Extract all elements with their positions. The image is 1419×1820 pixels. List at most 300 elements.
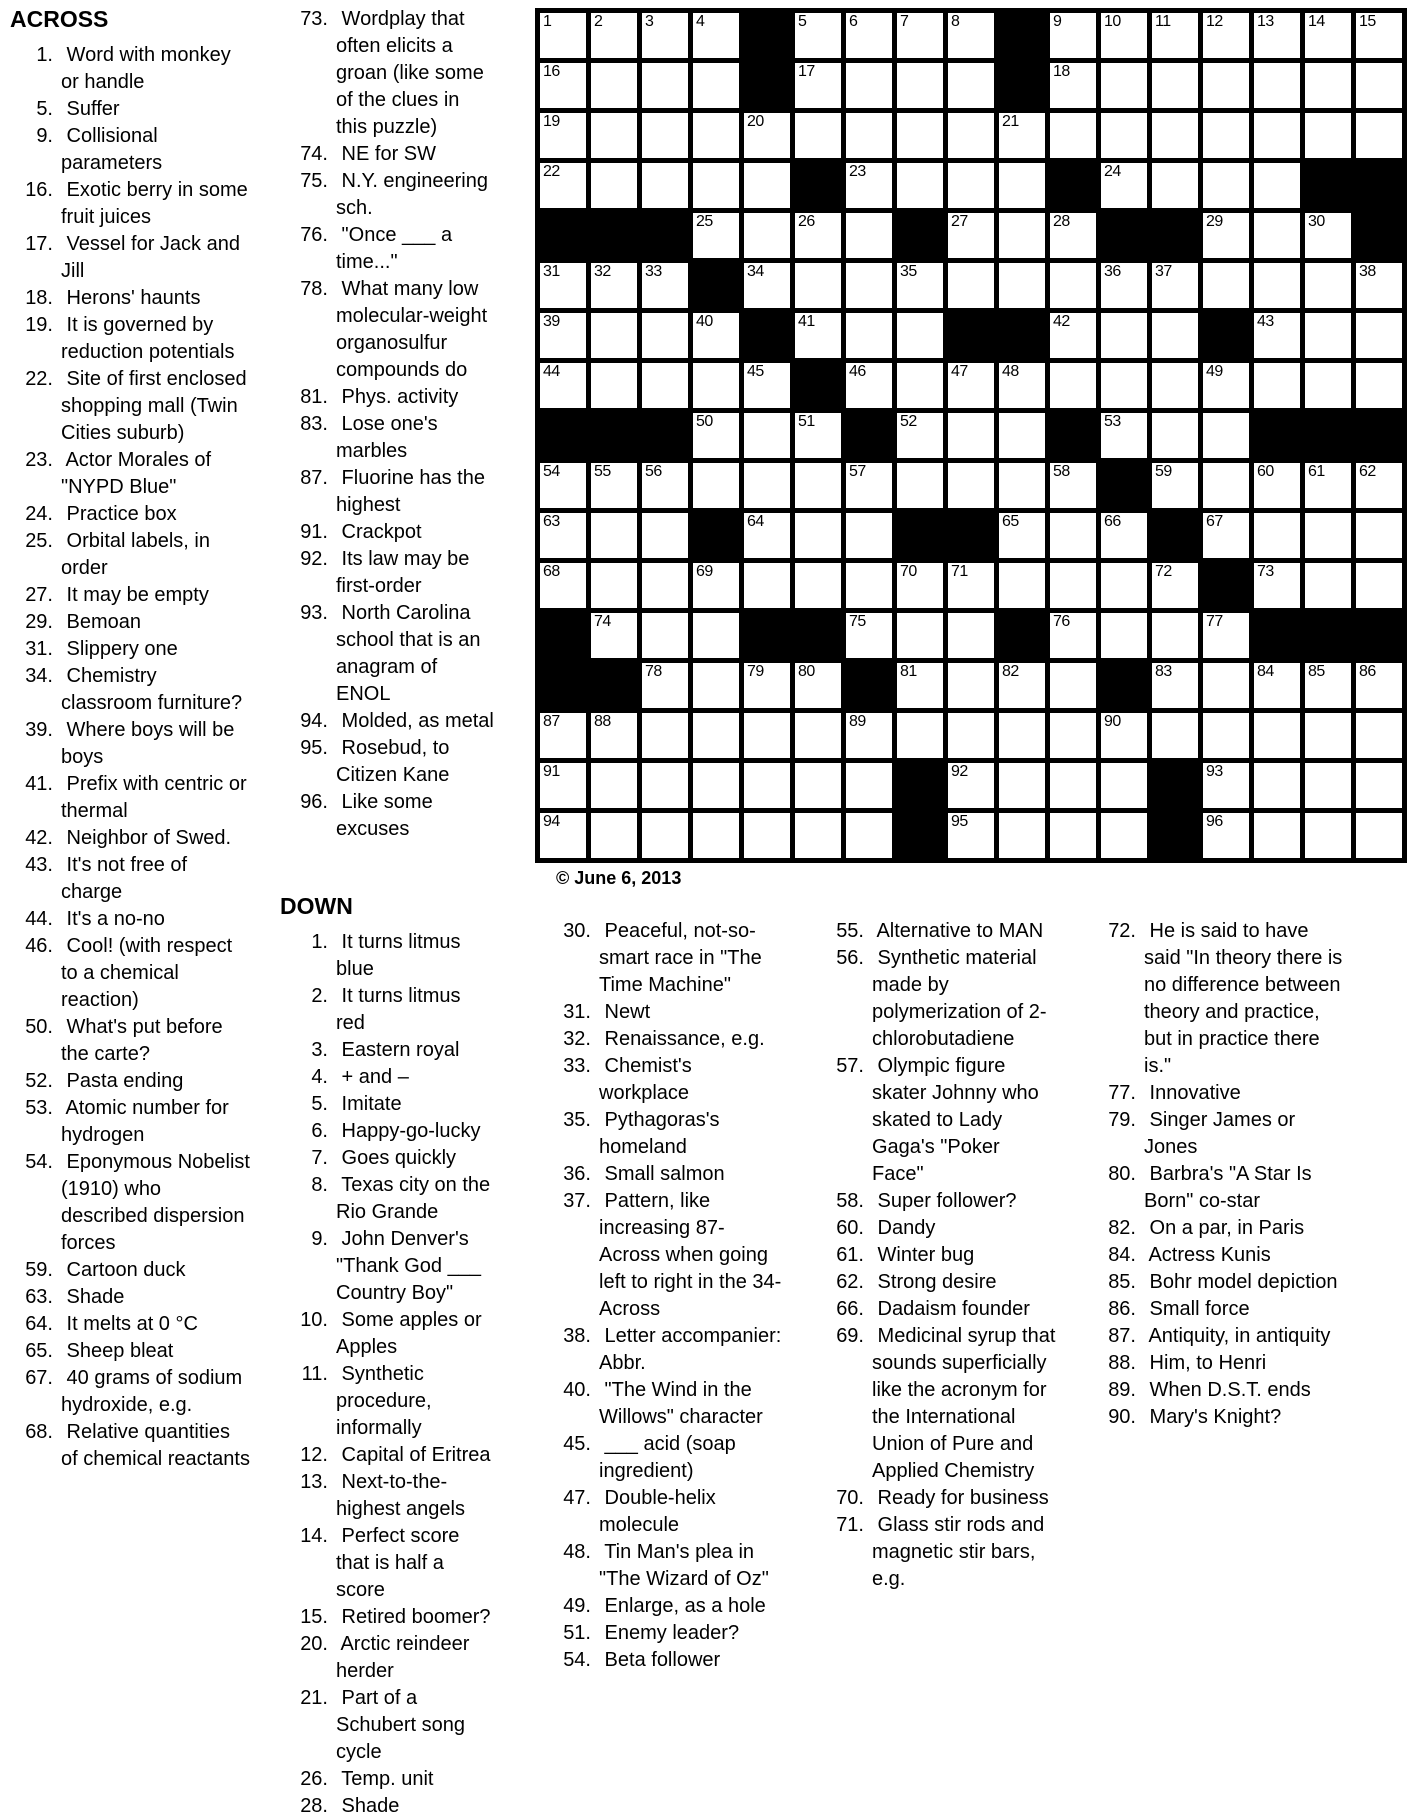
grid-cell[interactable] bbox=[897, 313, 943, 358]
grid-cell[interactable] bbox=[1050, 13, 1096, 58]
grid-cell[interactable] bbox=[1152, 313, 1198, 358]
grid-cell[interactable] bbox=[1152, 713, 1198, 758]
grid-cell[interactable] bbox=[897, 563, 943, 608]
clue-13 bbox=[250, 1469, 494, 1523]
cell-number: 37 bbox=[1155, 263, 1172, 280]
grid-cell[interactable] bbox=[1356, 463, 1402, 508]
grid-cell[interactable] bbox=[1254, 363, 1300, 408]
grid-cell[interactable] bbox=[642, 463, 688, 508]
grid-cell[interactable] bbox=[795, 563, 841, 608]
grid-cell[interactable] bbox=[744, 663, 790, 708]
grid-cell[interactable] bbox=[846, 313, 892, 358]
grid-cell[interactable] bbox=[1356, 813, 1402, 858]
grid-cell[interactable] bbox=[642, 313, 688, 358]
grid-cell[interactable] bbox=[1305, 363, 1351, 408]
grid-cell[interactable] bbox=[846, 813, 892, 858]
grid-cell[interactable] bbox=[642, 113, 688, 158]
grid-cell[interactable] bbox=[1203, 213, 1249, 258]
clue-number: 46. bbox=[25, 935, 53, 957]
grid-cell[interactable] bbox=[1305, 713, 1351, 758]
grid-cell[interactable] bbox=[948, 613, 994, 658]
grid-cell[interactable] bbox=[999, 713, 1045, 758]
grid-cell[interactable] bbox=[540, 313, 586, 358]
cell-number: 53 bbox=[1104, 413, 1121, 430]
grid-cell[interactable] bbox=[1356, 113, 1402, 158]
grid-cell[interactable] bbox=[1101, 63, 1147, 108]
grid-cell[interactable] bbox=[846, 463, 892, 508]
grid-cell[interactable] bbox=[1254, 263, 1300, 308]
grid-cell[interactable] bbox=[948, 763, 994, 808]
clue-59 bbox=[8, 1257, 250, 1284]
grid-cell[interactable] bbox=[642, 363, 688, 408]
grid-cell[interactable] bbox=[642, 513, 688, 558]
grid-cell[interactable] bbox=[693, 113, 739, 158]
grid-cell[interactable] bbox=[1101, 713, 1147, 758]
grid-cell[interactable] bbox=[1356, 363, 1402, 408]
grid-cell[interactable] bbox=[693, 463, 739, 508]
clue-5 bbox=[250, 1091, 494, 1118]
grid-cell[interactable] bbox=[591, 813, 637, 858]
grid-cell[interactable] bbox=[1254, 813, 1300, 858]
grid-cell[interactable] bbox=[693, 713, 739, 758]
grid-cell[interactable] bbox=[948, 813, 994, 858]
grid-cell[interactable] bbox=[591, 163, 637, 208]
clue-text: Beta follower bbox=[599, 1649, 721, 1671]
grid-cell[interactable] bbox=[1203, 463, 1249, 508]
grid-cell[interactable] bbox=[897, 63, 943, 108]
clue-31 bbox=[549, 999, 783, 1026]
grid-cell[interactable] bbox=[693, 313, 739, 358]
grid-cell[interactable] bbox=[948, 563, 994, 608]
grid-cell[interactable] bbox=[948, 463, 994, 508]
grid-cell[interactable] bbox=[744, 113, 790, 158]
grid-cell[interactable] bbox=[846, 713, 892, 758]
grid-cell[interactable] bbox=[1101, 513, 1147, 558]
grid-cell[interactable] bbox=[1305, 513, 1351, 558]
grid-cell[interactable] bbox=[1254, 13, 1300, 58]
cell-number: 18 bbox=[1053, 63, 1070, 80]
grid-cell[interactable] bbox=[795, 113, 841, 158]
grid-cell[interactable] bbox=[795, 763, 841, 808]
grid-cell[interactable] bbox=[591, 613, 637, 658]
grid-cell[interactable] bbox=[1356, 563, 1402, 608]
grid-cell[interactable] bbox=[795, 63, 841, 108]
clue-text: Exotic berry in some fruit juices bbox=[61, 179, 248, 228]
grid-cell[interactable] bbox=[1050, 813, 1096, 858]
grid-cell[interactable] bbox=[1203, 513, 1249, 558]
clue-text: Arctic reindeer herder bbox=[336, 1633, 470, 1682]
grid-cell[interactable] bbox=[999, 213, 1045, 258]
grid-cell[interactable] bbox=[744, 563, 790, 608]
copyright: © June 6, 2013 bbox=[556, 868, 682, 888]
clue-text: ___ acid (soap ingredient) bbox=[599, 1433, 736, 1482]
grid-cell[interactable] bbox=[1254, 513, 1300, 558]
grid-cell[interactable] bbox=[1203, 13, 1249, 58]
clue-80 bbox=[1094, 1161, 1346, 1215]
clue-32 bbox=[549, 1026, 783, 1053]
grid-cell[interactable] bbox=[948, 163, 994, 208]
grid-cell[interactable] bbox=[1050, 313, 1096, 358]
grid-cell[interactable] bbox=[1152, 463, 1198, 508]
cell-number: 91 bbox=[543, 763, 560, 780]
grid-cell[interactable] bbox=[1254, 663, 1300, 708]
grid-cell[interactable] bbox=[591, 113, 637, 158]
grid-cell[interactable] bbox=[1254, 763, 1300, 808]
grid-cell[interactable] bbox=[1254, 563, 1300, 608]
grid-cell[interactable] bbox=[795, 663, 841, 708]
grid-cell[interactable] bbox=[999, 513, 1045, 558]
grid-cell[interactable] bbox=[948, 413, 994, 458]
cell-number: 66 bbox=[1104, 513, 1121, 530]
grid-cell[interactable] bbox=[795, 263, 841, 308]
grid-cell-black bbox=[1305, 413, 1351, 458]
grid-cell[interactable] bbox=[999, 263, 1045, 308]
grid-cell[interactable] bbox=[1203, 163, 1249, 208]
clue-number: 61. bbox=[836, 1244, 864, 1266]
grid-cell[interactable] bbox=[846, 213, 892, 258]
grid-cell[interactable] bbox=[1203, 263, 1249, 308]
cell-number: 43 bbox=[1257, 313, 1274, 330]
grid-cell[interactable] bbox=[1101, 563, 1147, 608]
grid-cell[interactable] bbox=[540, 263, 586, 308]
grid-cell[interactable] bbox=[948, 113, 994, 158]
grid-cell[interactable] bbox=[1305, 63, 1351, 108]
grid-cell[interactable] bbox=[642, 663, 688, 708]
grid-cell[interactable] bbox=[1050, 363, 1096, 408]
grid-cell[interactable] bbox=[1305, 663, 1351, 708]
grid-cell[interactable] bbox=[540, 363, 586, 408]
grid-cell[interactable] bbox=[744, 713, 790, 758]
grid-cell[interactable] bbox=[591, 263, 637, 308]
grid-cell[interactable] bbox=[744, 463, 790, 508]
grid-cell[interactable] bbox=[642, 13, 688, 58]
grid-cell[interactable] bbox=[1254, 713, 1300, 758]
grid-cell-black bbox=[693, 263, 739, 308]
grid-cell[interactable] bbox=[591, 363, 637, 408]
grid-cell[interactable] bbox=[795, 463, 841, 508]
grid-cell[interactable] bbox=[1305, 13, 1351, 58]
grid-cell[interactable] bbox=[693, 663, 739, 708]
grid-cell[interactable] bbox=[1152, 13, 1198, 58]
grid-cell[interactable] bbox=[795, 713, 841, 758]
grid-cell[interactable] bbox=[948, 13, 994, 58]
grid-cell-black bbox=[744, 313, 790, 358]
grid-cell[interactable] bbox=[948, 63, 994, 108]
grid-cell[interactable] bbox=[642, 63, 688, 108]
grid-cell[interactable] bbox=[999, 463, 1045, 508]
grid-cell[interactable] bbox=[948, 263, 994, 308]
clue-number: 76. bbox=[300, 224, 328, 246]
grid-cell[interactable] bbox=[897, 613, 943, 658]
grid-cell[interactable] bbox=[540, 13, 586, 58]
grid-cell[interactable] bbox=[1101, 413, 1147, 458]
grid-cell[interactable] bbox=[744, 813, 790, 858]
grid-cell[interactable] bbox=[591, 713, 637, 758]
grid-cell[interactable] bbox=[1050, 463, 1096, 508]
grid-cell[interactable] bbox=[1203, 63, 1249, 108]
grid-cell[interactable] bbox=[1101, 763, 1147, 808]
grid-cell[interactable] bbox=[1356, 63, 1402, 108]
grid-cell[interactable] bbox=[948, 213, 994, 258]
grid-cell[interactable] bbox=[642, 263, 688, 308]
grid-cell-black bbox=[744, 13, 790, 58]
grid-cell[interactable] bbox=[795, 413, 841, 458]
grid-cell[interactable] bbox=[999, 663, 1045, 708]
grid-cell[interactable] bbox=[642, 163, 688, 208]
grid-cell[interactable] bbox=[1305, 463, 1351, 508]
grid-cell[interactable] bbox=[897, 263, 943, 308]
grid-cell[interactable] bbox=[846, 263, 892, 308]
grid-cell[interactable] bbox=[1203, 713, 1249, 758]
grid-cell[interactable] bbox=[540, 813, 586, 858]
grid-cell[interactable] bbox=[1356, 763, 1402, 808]
grid-cell[interactable] bbox=[1050, 513, 1096, 558]
grid-cell[interactable] bbox=[1050, 613, 1096, 658]
grid-cell[interactable] bbox=[1305, 763, 1351, 808]
grid-cell[interactable] bbox=[1356, 663, 1402, 708]
clue-text: Perfect score that is half a score bbox=[336, 1525, 460, 1601]
grid-cell[interactable] bbox=[591, 13, 637, 58]
grid-cell[interactable] bbox=[744, 163, 790, 208]
grid-cell[interactable] bbox=[693, 63, 739, 108]
grid-cell[interactable] bbox=[1152, 63, 1198, 108]
grid-cell[interactable] bbox=[693, 413, 739, 458]
grid-cell[interactable] bbox=[846, 763, 892, 808]
grid-cell[interactable] bbox=[1152, 663, 1198, 708]
grid-cell[interactable] bbox=[999, 413, 1045, 458]
clue-47 bbox=[549, 1485, 783, 1539]
clue-text: Vessel for Jack and Jill bbox=[61, 233, 240, 282]
grid-cell[interactable] bbox=[1203, 613, 1249, 658]
grid-cell[interactable] bbox=[1305, 113, 1351, 158]
grid-cell[interactable] bbox=[693, 13, 739, 58]
clue-number: 82. bbox=[1108, 1217, 1136, 1239]
grid-cell[interactable] bbox=[1203, 663, 1249, 708]
clue-6 bbox=[250, 1118, 494, 1145]
grid-cell[interactable] bbox=[999, 563, 1045, 608]
grid-cell[interactable] bbox=[1356, 263, 1402, 308]
grid-cell[interactable] bbox=[1050, 113, 1096, 158]
grid-cell[interactable] bbox=[897, 13, 943, 58]
clue-text: Part of a Schubert song cycle bbox=[336, 1687, 465, 1763]
clue-76 bbox=[250, 222, 494, 276]
grid-cell[interactable] bbox=[948, 363, 994, 408]
grid-cell[interactable] bbox=[1101, 313, 1147, 358]
grid-cell[interactable] bbox=[1254, 113, 1300, 158]
grid-cell[interactable] bbox=[1152, 163, 1198, 208]
grid-cell[interactable] bbox=[1050, 713, 1096, 758]
grid-cell[interactable] bbox=[1203, 813, 1249, 858]
grid-cell[interactable] bbox=[1305, 263, 1351, 308]
clue-text: Capital of Eritrea bbox=[336, 1444, 491, 1466]
grid-cell[interactable] bbox=[846, 563, 892, 608]
grid-cell[interactable] bbox=[1203, 113, 1249, 158]
grid-cell[interactable] bbox=[897, 663, 943, 708]
cell-number: 11 bbox=[1155, 13, 1171, 30]
grid-cell[interactable] bbox=[1356, 13, 1402, 58]
grid-cell[interactable] bbox=[1050, 63, 1096, 108]
grid-cell[interactable] bbox=[846, 363, 892, 408]
grid-cell[interactable] bbox=[999, 113, 1045, 158]
clue-text: "The Wind in the Willows" character bbox=[599, 1379, 763, 1428]
grid-cell[interactable] bbox=[1356, 313, 1402, 358]
grid-cell[interactable] bbox=[795, 513, 841, 558]
grid-cell[interactable] bbox=[1203, 363, 1249, 408]
grid-cell[interactable] bbox=[693, 763, 739, 808]
clue-number: 89. bbox=[1108, 1379, 1136, 1401]
grid-cell[interactable] bbox=[1101, 613, 1147, 658]
grid-cell[interactable] bbox=[897, 713, 943, 758]
grid-cell-black bbox=[1356, 413, 1402, 458]
down-clue-list-continued bbox=[1094, 918, 1346, 1431]
grid-cell[interactable] bbox=[999, 813, 1045, 858]
grid-cell[interactable] bbox=[540, 513, 586, 558]
grid-cell[interactable] bbox=[1101, 263, 1147, 308]
grid-cell[interactable] bbox=[642, 563, 688, 608]
grid-cell[interactable] bbox=[1203, 763, 1249, 808]
clue-9 bbox=[250, 1226, 494, 1307]
grid-cell[interactable] bbox=[1152, 413, 1198, 458]
grid-cell[interactable] bbox=[540, 463, 586, 508]
grid-cell[interactable] bbox=[693, 813, 739, 858]
grid-cell[interactable] bbox=[1356, 713, 1402, 758]
grid-cell[interactable] bbox=[540, 713, 586, 758]
grid-cell[interactable] bbox=[1254, 463, 1300, 508]
grid-cell[interactable] bbox=[1152, 613, 1198, 658]
grid-cell-black bbox=[1254, 613, 1300, 658]
grid-cell[interactable] bbox=[591, 563, 637, 608]
grid-cell[interactable] bbox=[642, 813, 688, 858]
clue-88 bbox=[1094, 1350, 1346, 1377]
grid-cell[interactable] bbox=[744, 413, 790, 458]
grid-cell[interactable] bbox=[1101, 163, 1147, 208]
clue-3 bbox=[250, 1037, 494, 1064]
grid-cell[interactable] bbox=[1356, 513, 1402, 558]
grid-cell[interactable] bbox=[846, 113, 892, 158]
cell-number: 60 bbox=[1257, 463, 1274, 480]
grid-cell[interactable] bbox=[1050, 763, 1096, 808]
clue-73 bbox=[250, 6, 494, 141]
grid-cell[interactable] bbox=[897, 363, 943, 408]
grid-cell[interactable] bbox=[1305, 813, 1351, 858]
grid-cell[interactable] bbox=[1254, 313, 1300, 358]
grid-cell[interactable] bbox=[999, 163, 1045, 208]
grid-cell[interactable] bbox=[897, 163, 943, 208]
grid-cell[interactable] bbox=[1050, 563, 1096, 608]
grid-cell[interactable] bbox=[591, 63, 637, 108]
grid-cell[interactable] bbox=[540, 763, 586, 808]
grid-cell[interactable] bbox=[744, 513, 790, 558]
grid-cell[interactable] bbox=[1152, 563, 1198, 608]
clue-text: Antiquity, in antiquity bbox=[1144, 1325, 1331, 1347]
grid-cell[interactable] bbox=[1101, 813, 1147, 858]
clue-35 bbox=[549, 1107, 783, 1161]
grid-cell[interactable] bbox=[795, 13, 841, 58]
grid-cell[interactable] bbox=[540, 63, 586, 108]
grid-cell[interactable] bbox=[1152, 363, 1198, 408]
grid-cell[interactable] bbox=[693, 363, 739, 408]
grid-cell[interactable] bbox=[1101, 13, 1147, 58]
grid-cell[interactable] bbox=[1305, 313, 1351, 358]
grid-cell[interactable] bbox=[1254, 163, 1300, 208]
grid-cell[interactable] bbox=[693, 613, 739, 658]
clue-number: 3. bbox=[311, 1039, 328, 1061]
clue-number: 70. bbox=[836, 1487, 864, 1509]
grid-cell[interactable] bbox=[1101, 363, 1147, 408]
grid-cell[interactable] bbox=[795, 213, 841, 258]
grid-cell[interactable] bbox=[642, 613, 688, 658]
grid-cell[interactable] bbox=[540, 163, 586, 208]
grid-cell[interactable] bbox=[948, 663, 994, 708]
grid-cell[interactable] bbox=[642, 763, 688, 808]
clue-number: 25. bbox=[25, 530, 53, 552]
grid-cell[interactable] bbox=[999, 363, 1045, 408]
grid-cell[interactable] bbox=[1050, 213, 1096, 258]
grid-cell[interactable] bbox=[693, 163, 739, 208]
clue-number: 6. bbox=[311, 1120, 328, 1142]
grid-cell[interactable] bbox=[744, 213, 790, 258]
grid-cell-black bbox=[642, 213, 688, 258]
grid-cell[interactable] bbox=[1254, 63, 1300, 108]
grid-cell[interactable] bbox=[1305, 213, 1351, 258]
grid-cell[interactable] bbox=[1152, 263, 1198, 308]
grid-cell[interactable] bbox=[948, 713, 994, 758]
grid-cell[interactable] bbox=[642, 713, 688, 758]
grid-cell[interactable] bbox=[897, 463, 943, 508]
grid-cell[interactable] bbox=[846, 613, 892, 658]
grid-cell[interactable] bbox=[846, 513, 892, 558]
clue-text: Double-helix molecule bbox=[599, 1487, 716, 1536]
grid-cell[interactable] bbox=[846, 63, 892, 108]
grid-cell[interactable] bbox=[897, 113, 943, 158]
grid-cell[interactable] bbox=[1152, 113, 1198, 158]
grid-cell[interactable] bbox=[1254, 213, 1300, 258]
grid-cell[interactable] bbox=[744, 363, 790, 408]
clue-1 bbox=[8, 42, 250, 96]
clue-number: 39. bbox=[25, 719, 53, 741]
across-clue-list-continued bbox=[250, 6, 494, 843]
grid-cell[interactable] bbox=[591, 313, 637, 358]
grid-cell[interactable] bbox=[846, 163, 892, 208]
grid-cell[interactable] bbox=[1050, 263, 1096, 308]
grid-cell[interactable] bbox=[540, 563, 586, 608]
clue-number: 9. bbox=[36, 125, 53, 147]
grid-cell[interactable] bbox=[999, 763, 1045, 808]
grid-cell[interactable] bbox=[1050, 663, 1096, 708]
grid-cell[interactable] bbox=[897, 413, 943, 458]
grid-cell[interactable] bbox=[1305, 563, 1351, 608]
clue-number: 1. bbox=[311, 931, 328, 953]
grid-cell[interactable] bbox=[1203, 413, 1249, 458]
grid-cell[interactable] bbox=[846, 13, 892, 58]
grid-cell[interactable] bbox=[591, 513, 637, 558]
clue-text: Word with monkey or handle bbox=[61, 44, 231, 93]
grid-cell[interactable] bbox=[693, 213, 739, 258]
grid-cell[interactable] bbox=[795, 813, 841, 858]
grid-cell[interactable] bbox=[744, 263, 790, 308]
grid-cell[interactable] bbox=[540, 113, 586, 158]
cell-number: 24 bbox=[1104, 163, 1121, 180]
grid-cell[interactable] bbox=[795, 313, 841, 358]
cell-number: 20 bbox=[747, 113, 764, 130]
grid-cell[interactable] bbox=[591, 763, 637, 808]
grid-cell-black bbox=[795, 363, 841, 408]
grid-cell[interactable] bbox=[1101, 113, 1147, 158]
grid-cell[interactable] bbox=[693, 563, 739, 608]
grid-cell[interactable] bbox=[744, 763, 790, 808]
grid-cell[interactable] bbox=[591, 463, 637, 508]
cell-number: 56 bbox=[645, 463, 662, 480]
